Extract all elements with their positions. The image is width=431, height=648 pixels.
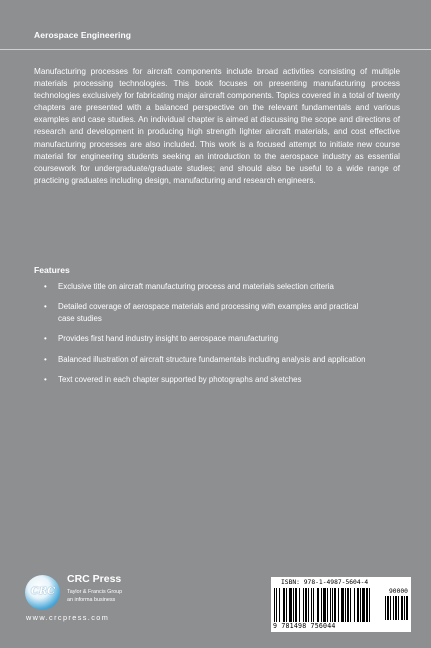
header-divider xyxy=(0,49,431,50)
feature-text: Balanced illustration of aircraft structure fundamentals including analysis and application xyxy=(58,354,366,364)
list-item xyxy=(44,354,374,365)
publisher-group: Taylor & Francis Group xyxy=(67,589,123,595)
bullet-icon: • xyxy=(44,354,47,364)
isbn-label: ISBN: 978-1-4987-5604-4 xyxy=(281,579,369,586)
crc-logo-icon xyxy=(25,575,60,610)
features-heading: Features xyxy=(34,265,70,275)
logo-lettering: CRC xyxy=(30,586,56,597)
list-item xyxy=(44,333,374,344)
feature-text: Text covered in each chapter supported by photographs and sketches xyxy=(58,375,302,385)
publisher-name: CRC Press xyxy=(67,573,122,585)
bullet-icon: • xyxy=(44,334,47,344)
publisher-tagline: an informa business xyxy=(67,597,116,603)
features-list xyxy=(44,281,374,395)
cover-footer xyxy=(0,560,431,648)
publisher-url[interactable]: www.crcpress.com xyxy=(26,613,110,622)
feature-text: Detailed coverage of aerospace materials and processing with examples and practical case studies xyxy=(58,302,359,323)
barcode-panel xyxy=(271,577,411,632)
bullet-icon: • xyxy=(44,375,47,385)
list-item xyxy=(44,281,374,292)
bullet-icon: • xyxy=(44,302,47,312)
bullet-icon: • xyxy=(44,282,47,291)
addon-barcode-icon xyxy=(385,596,409,620)
feature-text: Exclusive title on aircraft manufacturing process and materials selection criteria xyxy=(58,282,334,291)
barcode-icon xyxy=(274,588,378,622)
subject-category: Aerospace Engineering xyxy=(34,30,132,40)
list-item xyxy=(44,374,374,385)
feature-text: Provides first hand industry insight to aerospace manufacturing xyxy=(58,334,279,344)
book-description: Manufacturing processes for aircraft components include broad activities consisting of multiple materials processing technologies. This book focuses on presenting manufacturing process technologies exclusively for fabricating major aircraft components. Topics covered in a total of twenty chapters are presented with a balanced perspective on the relevant fundamentals and various examples and case studies. An individual chapter is aimed at discussing the scope and directions of research and development in producing high strength lighter aircraft materials, and cost effective manufacturing processes are also included. This work is a focused attempt to initiate new course material for engineering students seeking an introduction to the aerospace industry as essential coursework for undergraduate/graduate studies; and should also be useful to a wide range of practicing graduates including design, manufacturing and research engineers. xyxy=(34,67,400,185)
ean-number: 9 781498 756044 xyxy=(273,622,336,630)
price-code: 90000 xyxy=(389,588,408,595)
list-item xyxy=(44,301,374,324)
